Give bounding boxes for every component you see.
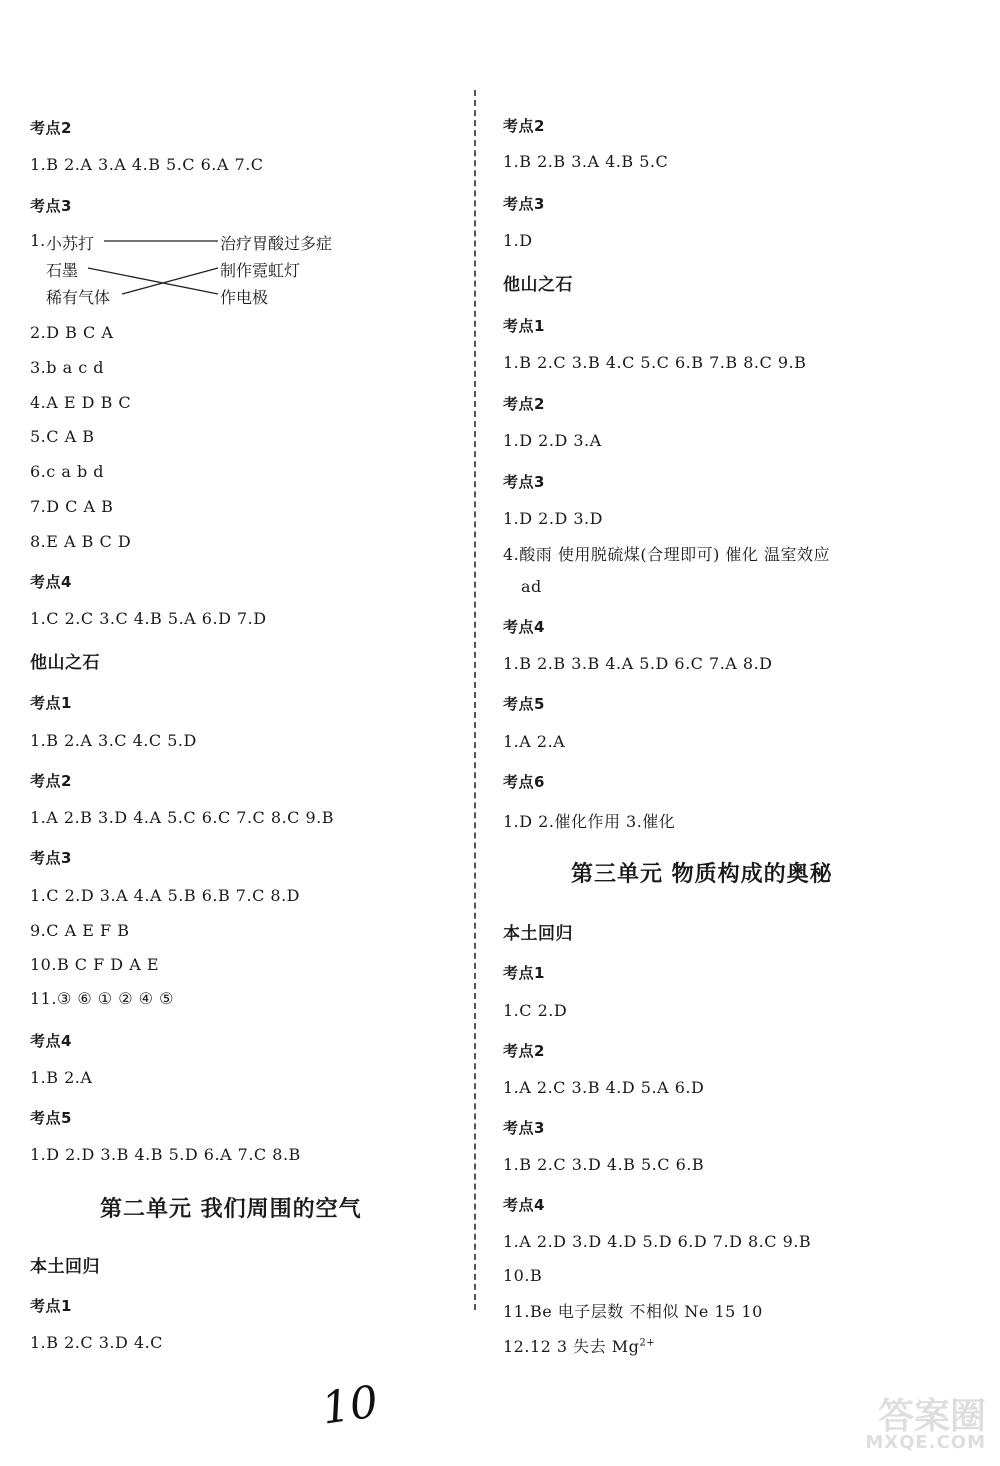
- answer-line: 1.B 2.C 3.D 4.C: [30, 1333, 163, 1352]
- section-heading: 考点3: [503, 1119, 545, 1137]
- answer-line: 1.D: [503, 231, 533, 250]
- section-heading: 考点3: [30, 197, 72, 215]
- answer-line: 1.C 2.D 3.A 4.A 5.B 6.B 7.C 8.D: [30, 886, 300, 905]
- section-heading: 考点2: [503, 395, 545, 413]
- answer-line: 6.c a b d: [30, 462, 105, 481]
- section-heading: 考点3: [503, 195, 545, 213]
- answer-line: 11.Be 电子层数 不相似 Ne 15 10: [503, 1302, 763, 1321]
- answer-line: 11.③ ⑥ ① ② ④ ⑤: [30, 989, 174, 1008]
- section-heading: 考点1: [30, 1297, 72, 1315]
- matching-diagram: [30, 228, 450, 308]
- answer-line: 1.B 2.B 3.B 4.A 5.D 6.C 7.A 8.D: [503, 654, 773, 673]
- match-right-item: 作电极: [220, 288, 269, 307]
- section-heading: 考点2: [503, 117, 545, 135]
- match-right-item: 治疗胃酸过多症: [220, 234, 333, 253]
- watermark-logo-text: 答案圈: [877, 1396, 986, 1437]
- match-left-item: 石墨: [46, 261, 79, 280]
- answer-line: [503, 1334, 655, 1357]
- answer-line: 10.B: [503, 1266, 543, 1285]
- answer-line: 1.C 2.D: [503, 1001, 568, 1020]
- match-right-item: 制作霓虹灯: [220, 261, 301, 280]
- answer-line: 5.C A B: [30, 427, 95, 446]
- watermark-url: MXQE.COM: [865, 1432, 986, 1453]
- answer-line: 10.B C F D A E: [30, 955, 160, 974]
- section-heading: 考点4: [30, 573, 72, 591]
- section-heading: 考点4: [503, 618, 545, 636]
- answer-line: 4.A E D B C: [30, 393, 132, 412]
- section-heading: 考点6: [503, 773, 545, 791]
- match-line: [122, 268, 218, 294]
- answer-line: 1.A 2.D 3.D 4.D 5.D 6.D 7.D 8.C 9.B: [503, 1232, 812, 1251]
- answer-line: 1.B 2.A 3.A 4.B 5.C 6.A 7.C: [30, 155, 264, 174]
- section-heading: 考点3: [503, 473, 545, 491]
- answer-line: 1.B 2.A: [30, 1068, 93, 1087]
- answer-line: 8.E A B C D: [30, 532, 132, 551]
- section-heading: 考点1: [503, 964, 545, 982]
- section-heading: 考点5: [30, 1109, 72, 1127]
- section-heading: 考点1: [30, 694, 72, 712]
- answer-line: 1.A 2.C 3.B 4.D 5.A 6.D: [503, 1078, 705, 1097]
- answer-line: 1.B 2.B 3.A 4.B 5.C: [503, 152, 669, 171]
- section-heading: 考点4: [30, 1032, 72, 1050]
- answer-line: 2.D B C A: [30, 323, 114, 342]
- answer-line: 1.B 2.A 3.C 4.C 5.D: [30, 731, 197, 750]
- column-divider: [474, 90, 476, 1310]
- section-heading: 考点2: [503, 1042, 545, 1060]
- section-heading: 考点5: [503, 695, 545, 713]
- answer-line: 1.A 2.B 3.D 4.A 5.C 6.C 7.C 8.C 9.B: [30, 808, 334, 827]
- section-heading: 考点1: [503, 317, 545, 335]
- section-heading: 考点2: [30, 772, 72, 790]
- answer-line: 1.A 2.A: [503, 732, 566, 751]
- answer-line: 1.B 2.C 3.B 4.C 5.C 6.B 7.B 8.C 9.B: [503, 353, 807, 372]
- match-left-item: 稀有气体: [46, 288, 111, 307]
- answer-line: 7.D C A B: [30, 497, 114, 516]
- unit-title: 第二单元 我们周围的空气: [100, 1197, 362, 1222]
- subsection-title: 本土回归: [503, 924, 573, 944]
- match-left-item: 小苏打: [46, 234, 95, 253]
- answer-text: 12.12 3 失去 Mg: [503, 1337, 640, 1356]
- answer-line: 9.C A E F B: [30, 921, 130, 940]
- answer-line: 1.D 2.催化作用 3.催化: [503, 812, 676, 831]
- answer-line: 1.C 2.C 3.C 4.B 5.A 6.D 7.D: [30, 609, 267, 628]
- section-heading: 考点3: [30, 849, 72, 867]
- answer-line: 1.D 2.D 3.D: [503, 509, 603, 528]
- answer-line: 1.B 2.C 3.D 4.B 5.C 6.B: [503, 1155, 705, 1174]
- match-prefix: 1.: [30, 231, 46, 250]
- subsection-title: 他山之石: [503, 275, 573, 295]
- unit-title: 第三单元 物质构成的奥秘: [571, 862, 833, 887]
- answer-line: 4.酸雨 使用脱硫煤(合理即可) 催化 温室效应: [503, 545, 831, 564]
- subsection-title: 他山之石: [30, 653, 100, 673]
- section-heading: 考点4: [503, 1196, 545, 1214]
- watermark: [796, 1388, 986, 1458]
- superscript: 2+: [639, 1337, 656, 1349]
- answer-line: 1.D 2.D 3.B 4.B 5.D 6.A 7.C 8.B: [30, 1145, 301, 1164]
- section-heading: 考点2: [30, 119, 72, 137]
- answer-line: ad: [521, 577, 542, 596]
- answer-line: 1.D 2.D 3.A: [503, 431, 602, 450]
- answer-line: 3.b a c d: [30, 358, 105, 377]
- page-number: 10: [318, 1376, 382, 1435]
- subsection-title: 本土回归: [30, 1257, 100, 1277]
